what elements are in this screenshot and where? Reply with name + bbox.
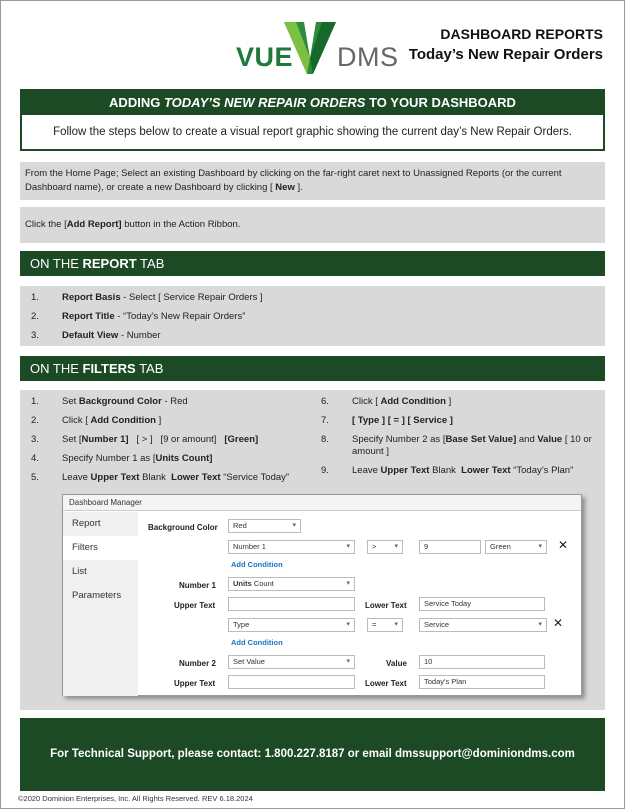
- list-item: 3. Default View - Number: [31, 330, 161, 341]
- list-item: 1. Set Background Color - Red: [31, 396, 188, 407]
- nav-item-filters[interactable]: Filters: [63, 536, 138, 560]
- report-tab-steps: [20, 286, 605, 346]
- upper-text-label: Upper Text: [174, 601, 216, 610]
- list-item: 3. Set [Number 1] [ > ] [9 or amount] [Green]: [31, 434, 259, 445]
- add-report-instruction: Click the [Add Report] button in the Action Ribbon.: [20, 207, 605, 243]
- nav-item-list[interactable]: List: [72, 566, 87, 577]
- copyright-text: ©2020 Dominion Enterprises, Inc. All Rights Reserved. REV 6.18.2024: [18, 794, 253, 803]
- add-condition-link[interactable]: Add Condition: [231, 560, 283, 569]
- list-item: 9. Leave Upper Text Blank Lower Text “Today’s Plan”: [321, 465, 574, 476]
- background-color-select[interactable]: Red ▾: [228, 519, 301, 533]
- dashboard-manager-title: Dashboard Manager: [63, 495, 581, 511]
- chevron-down-icon: ▾: [346, 621, 350, 628]
- close-icon[interactable]: ✕: [558, 538, 569, 552]
- nav-item-parameters[interactable]: Parameters: [72, 590, 122, 601]
- support-footer: For Technical Support, please contact: 1.800.227.8187 or email dmssupport@dominiondms.com: [20, 718, 605, 791]
- lower-text-input-1[interactable]: Service Today: [419, 597, 545, 611]
- chevron-down-icon: ▾: [538, 543, 542, 550]
- upper-text-input-1[interactable]: [228, 597, 355, 611]
- background-color-label: Background Color: [148, 523, 218, 532]
- number1-label: Number 1: [179, 581, 216, 590]
- condition1-operator-select[interactable]: > ▾: [367, 540, 403, 554]
- filters-steps-left: [25, 396, 315, 491]
- upper-text-label: Upper Text: [174, 679, 216, 688]
- adding-section: [20, 89, 605, 151]
- chevron-down-icon: ▾: [346, 580, 350, 587]
- dashboard-manager-nav: [63, 512, 138, 696]
- adding-heading: ADDING TODAY’S NEW REPAIR ORDERS TO YOUR DASHBOARD: [22, 91, 603, 115]
- list-item: 1. Report Basis - Select [ Service Repair Orders ]: [31, 292, 263, 303]
- logo-v-mark-icon: [282, 14, 338, 76]
- value-label: Value: [386, 659, 407, 668]
- filters-steps-right: [315, 396, 600, 491]
- chevron-down-icon: ▾: [292, 522, 296, 529]
- intro-instructions: From the Home Page; Select an existing Dashboard by clicking on the far-right caret next to Unassigned Reports (or the current Dashboard name), or create a new Dashboard by clicking [ New ].: [20, 162, 605, 200]
- value-input[interactable]: 10: [419, 655, 545, 669]
- list-item: 4. Specify Number 1 as [Units Count]: [31, 453, 213, 464]
- list-item: 2. Report Title - “Today’s New Repair Orders”: [31, 311, 246, 322]
- condition1-value-input[interactable]: 9: [419, 540, 481, 554]
- add-condition-link[interactable]: Add Condition: [231, 638, 283, 647]
- chevron-down-icon: ▾: [346, 543, 350, 550]
- chevron-down-icon: ▾: [394, 543, 398, 550]
- vue-dms-logo: [236, 14, 399, 76]
- chevron-down-icon: ▾: [394, 621, 398, 628]
- report-steps-list: [25, 292, 600, 342]
- list-item: 8. Specify Number 2 as [Base Set Value] and Value [ 10 or amount ]: [321, 434, 592, 457]
- document-subtitle: Today’s New Repair Orders: [408, 46, 603, 63]
- logo-vue-text: VUE: [236, 42, 294, 72]
- lower-text-label: Lower Text: [365, 679, 407, 688]
- list-item: 6. Click [ Add Condition ]: [321, 396, 452, 407]
- list-item: 5. Leave Upper Text Blank Lower Text “Service Today”: [31, 472, 290, 483]
- number1-select[interactable]: Units Count ▾: [228, 577, 355, 591]
- dashboard-manager-window: [62, 494, 582, 696]
- chevron-down-icon: ▾: [346, 658, 350, 665]
- condition2-field-select[interactable]: Type ▾: [228, 618, 355, 632]
- condition2-value-select[interactable]: Service ▾: [419, 618, 547, 632]
- filters-tab-heading: ON THE FILTERS TAB: [20, 356, 605, 381]
- condition1-field-select[interactable]: Number 1 ▾: [228, 540, 355, 554]
- number2-label: Number 2: [179, 659, 216, 668]
- list-item: 7. [ Type ] [ = ] [ Service ]: [321, 415, 453, 426]
- lower-text-label: Lower Text: [365, 601, 407, 610]
- upper-text-input-2[interactable]: [228, 675, 355, 689]
- close-icon[interactable]: ✕: [553, 616, 564, 630]
- chevron-down-icon: ▾: [538, 621, 542, 628]
- document-title: DASHBOARD REPORTS: [440, 26, 603, 42]
- logo-dms-text: DMS: [337, 42, 399, 72]
- condition2-operator-select[interactable]: = ▾: [367, 618, 403, 632]
- condition1-color-select[interactable]: Green ▾: [485, 540, 547, 554]
- report-tab-heading: ON THE REPORT TAB: [20, 251, 605, 276]
- adding-description: Follow the steps below to create a visual report graphic showing the current day’s New Repair Orders.: [53, 126, 572, 138]
- lower-text-input-2[interactable]: Today's Plan: [419, 675, 545, 689]
- nav-item-report[interactable]: Report: [72, 518, 101, 529]
- number2-select[interactable]: Set Value ▾: [228, 655, 355, 669]
- list-item: 2. Click [ Add Condition ]: [31, 415, 162, 426]
